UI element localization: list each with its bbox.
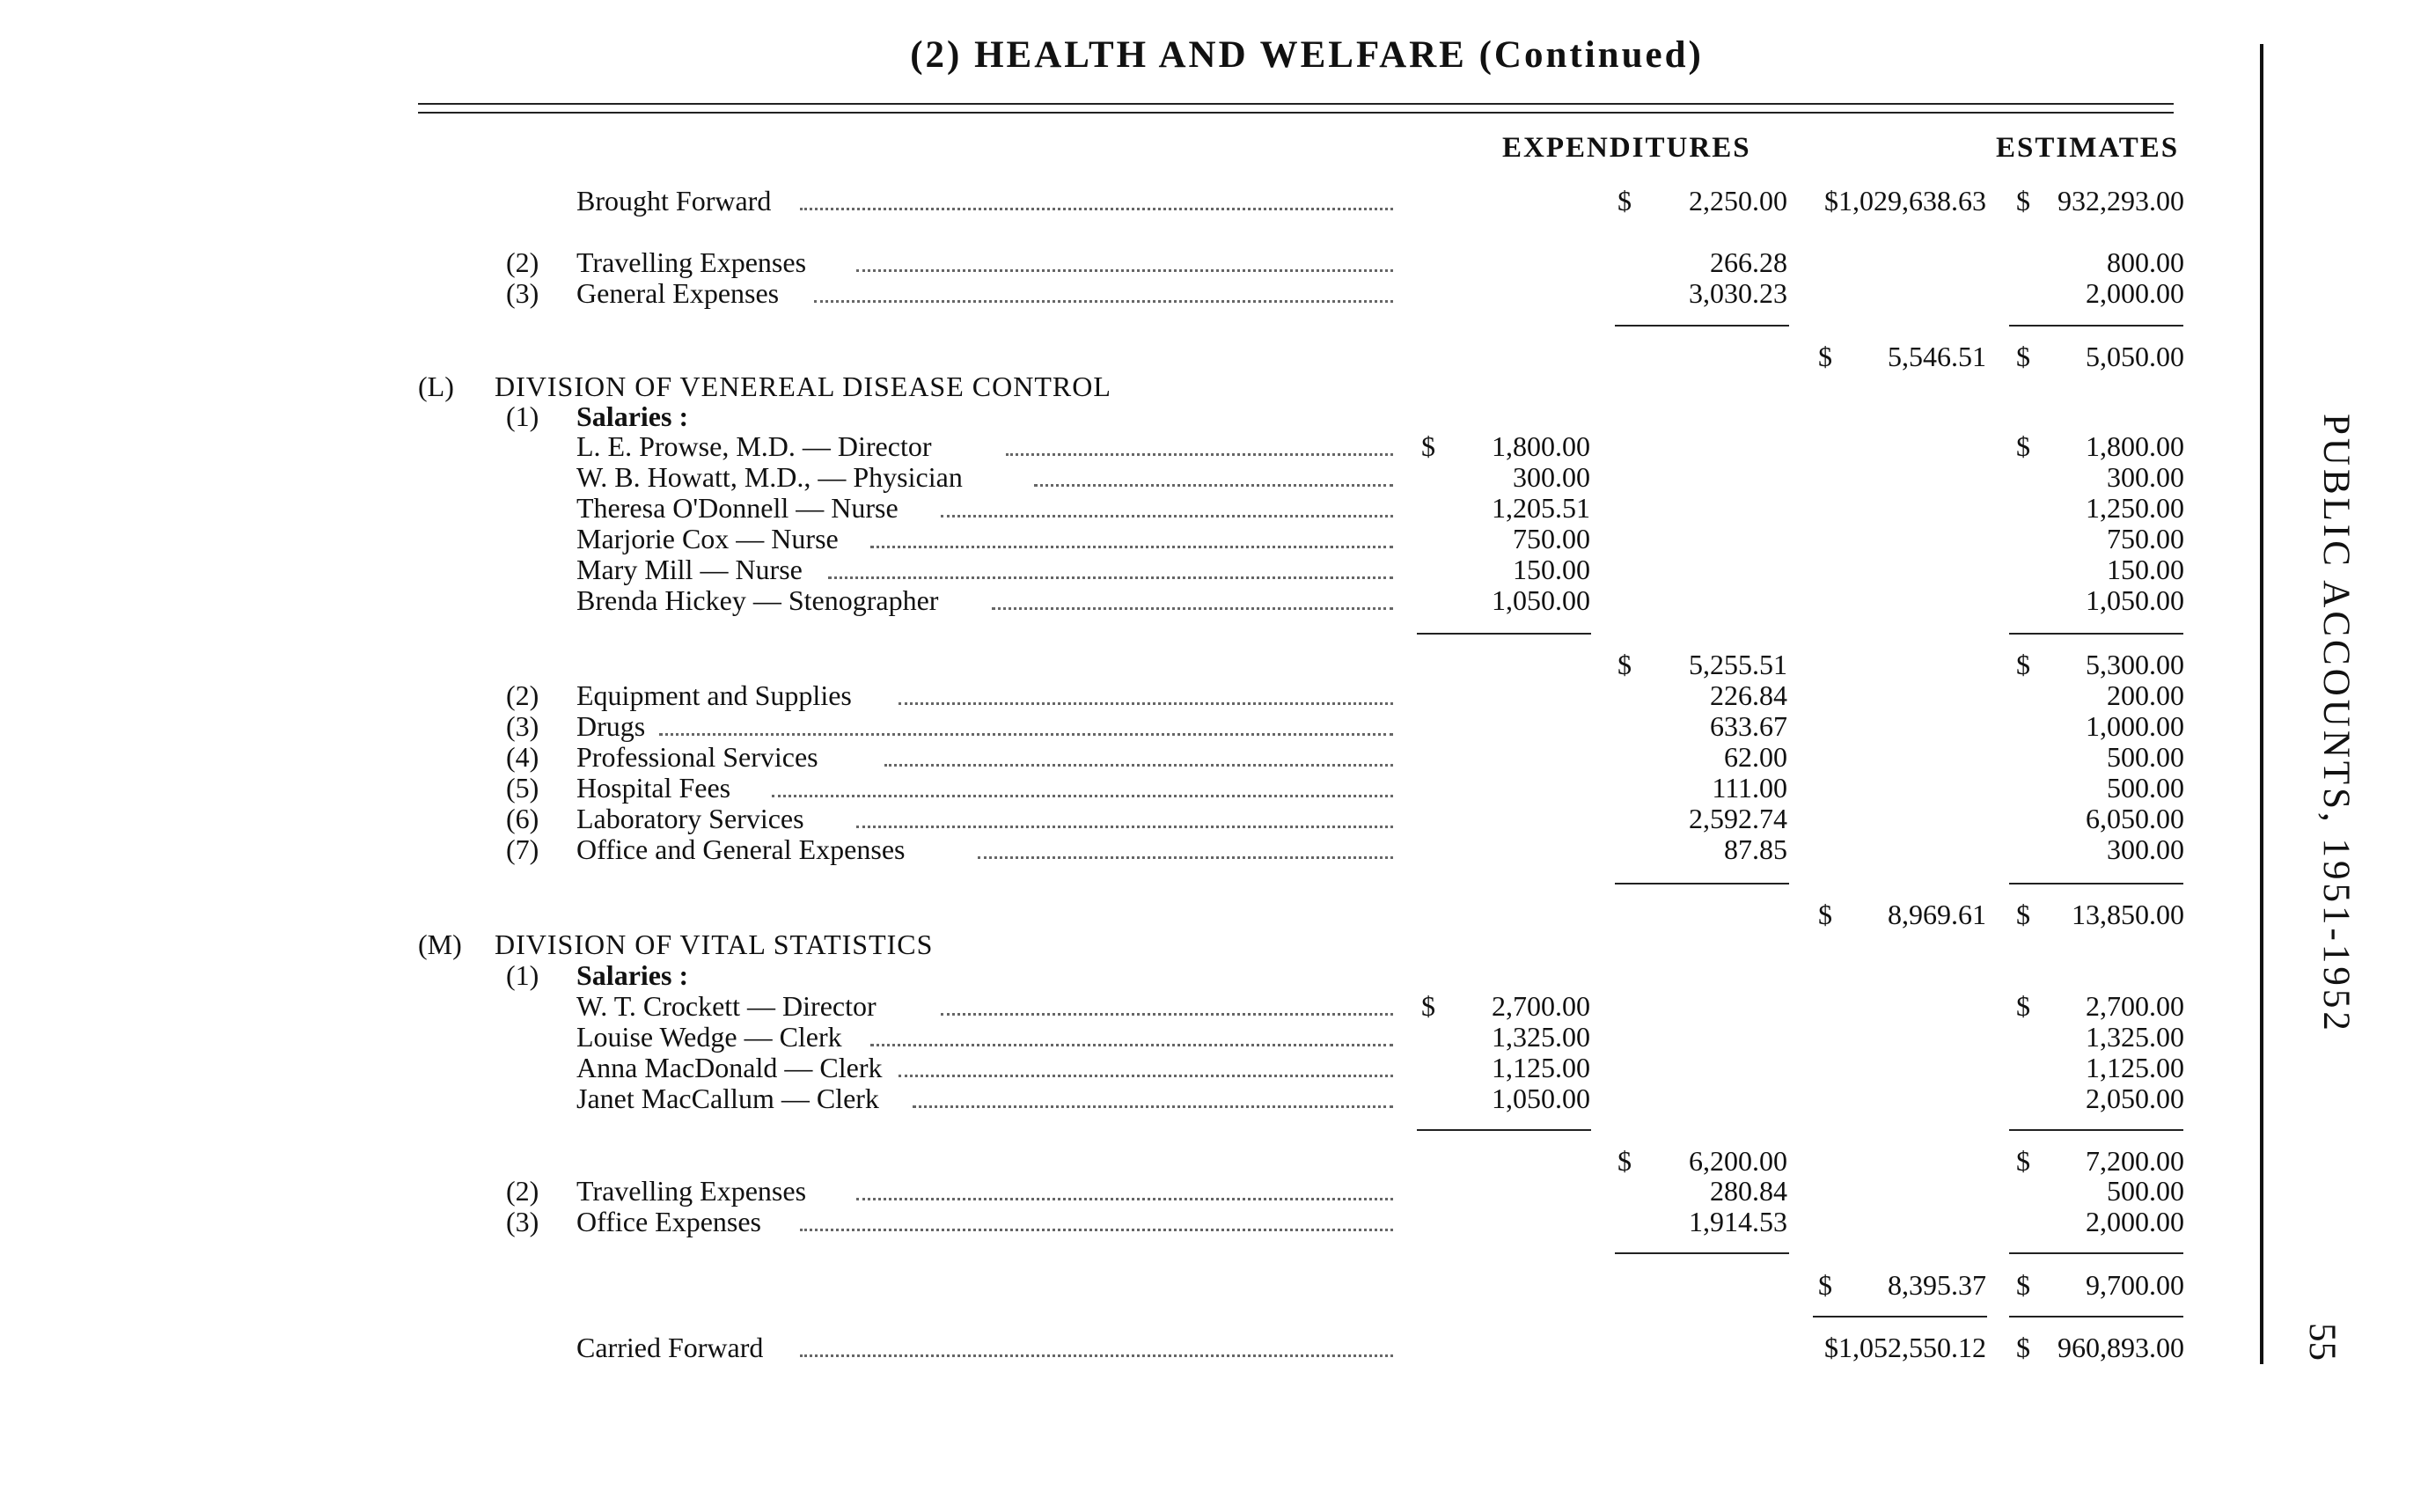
division-expenditure: $1,029,638.63 bbox=[1824, 185, 1986, 217]
row-label: Brenda Hickey — Stenographer bbox=[576, 584, 939, 616]
side-running-head bbox=[2303, 414, 2365, 1034]
estimate-amount: 2,000.00 bbox=[2086, 277, 2184, 309]
table-row bbox=[0, 710, 2428, 742]
table-row bbox=[0, 772, 2428, 804]
leader-dots bbox=[941, 515, 1393, 517]
total-rule bbox=[1417, 1129, 1591, 1131]
dollar-sign: $ bbox=[1617, 649, 1632, 680]
row-label: Janet MacCallum — Clerk bbox=[576, 1083, 879, 1114]
salary-amount: 1,205.51 bbox=[1492, 492, 1590, 524]
salary-amount: 1,800.00 bbox=[1492, 430, 1590, 462]
total-rule bbox=[2009, 1129, 2183, 1131]
total-rule bbox=[1417, 633, 1591, 635]
estimate-amount: 2,050.00 bbox=[2086, 1083, 2184, 1114]
dollar-sign: $ bbox=[2016, 899, 2030, 930]
total-rule bbox=[2009, 325, 2183, 327]
table-row bbox=[0, 430, 2428, 462]
table-row bbox=[0, 246, 2428, 278]
row-label: Equipment and Supplies bbox=[576, 679, 852, 711]
dollar-sign: $ bbox=[1818, 341, 1832, 372]
item-expenditure: 280.84 bbox=[1710, 1175, 1787, 1207]
dollar-sign: $ bbox=[2016, 185, 2030, 217]
estimate-amount: 500.00 bbox=[2107, 741, 2184, 773]
estimate-amount: 300.00 bbox=[2107, 833, 2184, 865]
estimate-amount: 200.00 bbox=[2107, 679, 2184, 711]
division-expenditure: 8,969.61 bbox=[1888, 899, 1986, 930]
leader-dots bbox=[800, 208, 1393, 210]
table-row bbox=[0, 1206, 2428, 1237]
leader-dots bbox=[814, 300, 1393, 303]
total-rule bbox=[2009, 1316, 2183, 1317]
row-label: Salaries : bbox=[576, 959, 689, 991]
estimate-amount: 960,893.00 bbox=[2058, 1332, 2184, 1363]
leader-dots bbox=[899, 702, 1393, 705]
item-number: (1) bbox=[506, 959, 539, 991]
estimate-amount: 1,125.00 bbox=[2086, 1052, 2184, 1083]
salary-amount: 1,050.00 bbox=[1492, 584, 1590, 616]
title-rule-bottom bbox=[418, 112, 2174, 114]
table-row bbox=[0, 679, 2428, 711]
total-rule bbox=[2009, 883, 2183, 884]
row-label: Travelling Expenses bbox=[576, 246, 807, 278]
estimate-amount: 7,200.00 bbox=[2086, 1145, 2184, 1177]
row-label: Office and General Expenses bbox=[576, 833, 906, 865]
estimate-amount: 2,000.00 bbox=[2086, 1206, 2184, 1237]
row-label: Salaries : bbox=[576, 400, 689, 432]
row-label: Mary Mill — Nurse bbox=[576, 554, 803, 585]
item-number: (2) bbox=[506, 246, 539, 278]
row-label: L. E. Prowse, M.D. — Director bbox=[576, 430, 932, 462]
margin-rule bbox=[2260, 44, 2263, 1364]
table-row bbox=[0, 928, 2428, 960]
leader-dots bbox=[978, 856, 1393, 859]
item-expenditure: 266.28 bbox=[1710, 246, 1787, 278]
item-number: (5) bbox=[506, 772, 539, 804]
table-row bbox=[0, 1175, 2428, 1207]
dollar-sign: $ bbox=[1818, 899, 1832, 930]
row-label: Carried Forward bbox=[576, 1332, 764, 1363]
total-rule bbox=[1813, 1316, 1987, 1317]
table-row bbox=[0, 584, 2428, 616]
division-expenditure: $1,052,550.12 bbox=[1824, 1332, 1986, 1363]
division-expenditure: 5,546.51 bbox=[1888, 341, 1986, 372]
item-expenditure: 2,592.74 bbox=[1689, 803, 1787, 834]
salary-amount: 2,700.00 bbox=[1492, 990, 1590, 1022]
estimate-amount: 5,300.00 bbox=[2086, 649, 2184, 680]
leader-dots bbox=[870, 1044, 1393, 1046]
leader-dots bbox=[856, 826, 1393, 828]
item-number: (2) bbox=[506, 1175, 539, 1207]
leader-dots bbox=[913, 1105, 1393, 1108]
table-row bbox=[0, 277, 2428, 309]
item-expenditure: 2,250.00 bbox=[1689, 185, 1787, 217]
estimate-amount: 13,850.00 bbox=[2072, 899, 2184, 930]
table-row bbox=[0, 1332, 2428, 1363]
table-row bbox=[0, 1052, 2428, 1083]
table-row bbox=[0, 523, 2428, 554]
table-row bbox=[0, 492, 2428, 524]
item-number: (1) bbox=[506, 400, 539, 432]
dollar-sign: $ bbox=[2016, 990, 2030, 1022]
leader-dots bbox=[899, 1075, 1393, 1077]
row-label: Drugs bbox=[576, 710, 646, 742]
item-expenditure: 3,030.23 bbox=[1689, 277, 1787, 309]
row-label: Professional Services bbox=[576, 741, 818, 773]
salary-amount: 150.00 bbox=[1513, 554, 1590, 585]
dollar-sign: $ bbox=[1617, 1145, 1632, 1177]
total-rule bbox=[1615, 1252, 1789, 1254]
estimates-header: ESTIMATES bbox=[1996, 132, 2180, 164]
salary-amount: 300.00 bbox=[1513, 461, 1590, 493]
item-expenditure: 226.84 bbox=[1710, 679, 1787, 711]
row-label: Theresa O'Donnell — Nurse bbox=[576, 492, 899, 524]
item-number: (7) bbox=[506, 833, 539, 865]
estimate-amount: 6,050.00 bbox=[2086, 803, 2184, 834]
estimate-amount: 800.00 bbox=[2107, 246, 2184, 278]
table-row bbox=[0, 959, 2428, 991]
table-row bbox=[0, 899, 2428, 930]
section-code: (M) bbox=[418, 928, 462, 960]
row-label: Louise Wedge — Clerk bbox=[576, 1021, 842, 1053]
dollar-sign: $ bbox=[2016, 341, 2030, 372]
estimate-amount: 750.00 bbox=[2107, 523, 2184, 554]
estimate-amount: 1,800.00 bbox=[2086, 430, 2184, 462]
estimate-amount: 300.00 bbox=[2107, 461, 2184, 493]
leader-dots bbox=[772, 795, 1393, 797]
dollar-sign: $ bbox=[2016, 1332, 2030, 1363]
row-label: W. B. Howatt, M.D., — Physician bbox=[576, 461, 963, 493]
table-row bbox=[0, 1083, 2428, 1114]
dollar-sign: $ bbox=[1421, 430, 1435, 462]
leader-dots bbox=[828, 576, 1393, 579]
leader-dots bbox=[884, 764, 1393, 767]
row-label: Brought Forward bbox=[576, 185, 772, 217]
item-expenditure: 62.00 bbox=[1724, 741, 1787, 773]
item-number: (3) bbox=[506, 277, 539, 309]
table-row bbox=[0, 371, 2428, 402]
estimate-amount: 1,250.00 bbox=[2086, 492, 2184, 524]
table-row bbox=[0, 554, 2428, 585]
row-label: Office Expenses bbox=[576, 1206, 761, 1237]
table-row bbox=[0, 833, 2428, 865]
table-row bbox=[0, 803, 2428, 834]
total-rule bbox=[2009, 633, 2183, 635]
salary-amount: 750.00 bbox=[1513, 523, 1590, 554]
item-expenditure: 111.00 bbox=[1712, 772, 1787, 804]
page-number bbox=[2303, 1320, 2341, 1363]
item-number: (3) bbox=[506, 1206, 539, 1237]
dollar-sign: $ bbox=[2016, 1269, 2030, 1301]
row-label: Marjorie Cox — Nurse bbox=[576, 523, 839, 554]
table-row bbox=[0, 185, 2428, 217]
section-code: (L) bbox=[418, 371, 454, 402]
section-title: DIVISION OF VENEREAL DISEASE CONTROL bbox=[495, 371, 1111, 402]
estimate-amount: 1,000.00 bbox=[2086, 710, 2184, 742]
row-label: Hospital Fees bbox=[576, 772, 731, 804]
table-row bbox=[0, 649, 2428, 680]
leader-dots bbox=[856, 1198, 1393, 1200]
row-label: Anna MacDonald — Clerk bbox=[576, 1052, 883, 1083]
estimate-amount: 500.00 bbox=[2107, 1175, 2184, 1207]
estimate-amount: 932,293.00 bbox=[2058, 185, 2184, 217]
total-rule bbox=[1615, 325, 1789, 327]
table-row bbox=[0, 400, 2428, 432]
table-row bbox=[0, 990, 2428, 1022]
leader-dots bbox=[1034, 484, 1393, 487]
leader-dots bbox=[1006, 453, 1393, 456]
total-rule bbox=[1615, 883, 1789, 884]
leader-dots bbox=[800, 1229, 1393, 1231]
item-number: (3) bbox=[506, 710, 539, 742]
section-title: DIVISION OF VITAL STATISTICS bbox=[495, 928, 934, 960]
table-row bbox=[0, 1269, 2428, 1301]
leader-dots bbox=[659, 733, 1393, 736]
estimate-amount: 5,050.00 bbox=[2086, 341, 2184, 372]
salary-amount: 1,050.00 bbox=[1492, 1083, 1590, 1114]
row-label: Laboratory Services bbox=[576, 803, 804, 834]
side-running-head-text: PUBLIC ACCOUNTS, 1951-1952 bbox=[2315, 414, 2357, 1034]
dollar-sign: $ bbox=[1617, 185, 1632, 217]
leader-dots bbox=[856, 269, 1393, 272]
item-number: (2) bbox=[506, 679, 539, 711]
estimate-amount: 500.00 bbox=[2107, 772, 2184, 804]
dollar-sign: $ bbox=[2016, 430, 2030, 462]
row-label: Travelling Expenses bbox=[576, 1175, 807, 1207]
leader-dots bbox=[941, 1013, 1393, 1016]
item-expenditure: 1,914.53 bbox=[1689, 1206, 1787, 1237]
item-expenditure: 633.67 bbox=[1710, 710, 1787, 742]
estimate-amount: 150.00 bbox=[2107, 554, 2184, 585]
page-number-text: 55 bbox=[2301, 1323, 2343, 1361]
division-expenditure: 8,395.37 bbox=[1888, 1269, 1986, 1301]
salary-amount: 1,325.00 bbox=[1492, 1021, 1590, 1053]
leader-dots bbox=[992, 607, 1393, 610]
expenditures-header: EXPENDITURES bbox=[1502, 132, 1751, 164]
table-row bbox=[0, 341, 2428, 372]
dollar-sign: $ bbox=[1421, 990, 1435, 1022]
salary-amount: 1,125.00 bbox=[1492, 1052, 1590, 1083]
item-expenditure: 6,200.00 bbox=[1689, 1145, 1787, 1177]
row-label: General Expenses bbox=[576, 277, 780, 309]
table-row bbox=[0, 1021, 2428, 1053]
title-rule-top bbox=[418, 103, 2174, 105]
estimate-amount: 1,325.00 bbox=[2086, 1021, 2184, 1053]
item-expenditure: 87.85 bbox=[1724, 833, 1787, 865]
leader-dots bbox=[870, 546, 1393, 548]
dollar-sign: $ bbox=[2016, 1145, 2030, 1177]
table-row bbox=[0, 1145, 2428, 1177]
item-number: (4) bbox=[506, 741, 539, 773]
dollar-sign: $ bbox=[2016, 649, 2030, 680]
estimate-amount: 2,700.00 bbox=[2086, 990, 2184, 1022]
item-expenditure: 5,255.51 bbox=[1689, 649, 1787, 680]
dollar-sign: $ bbox=[1818, 1269, 1832, 1301]
total-rule bbox=[2009, 1252, 2183, 1254]
item-number: (6) bbox=[506, 803, 539, 834]
table-row bbox=[0, 741, 2428, 773]
row-label: W. T. Crockett — Director bbox=[576, 990, 877, 1022]
estimate-amount: 9,700.00 bbox=[2086, 1269, 2184, 1301]
page-title: (2) HEALTH AND WELFARE (Continued) bbox=[910, 34, 1704, 76]
estimate-amount: 1,050.00 bbox=[2086, 584, 2184, 616]
table-row bbox=[0, 461, 2428, 493]
leader-dots bbox=[800, 1354, 1393, 1357]
